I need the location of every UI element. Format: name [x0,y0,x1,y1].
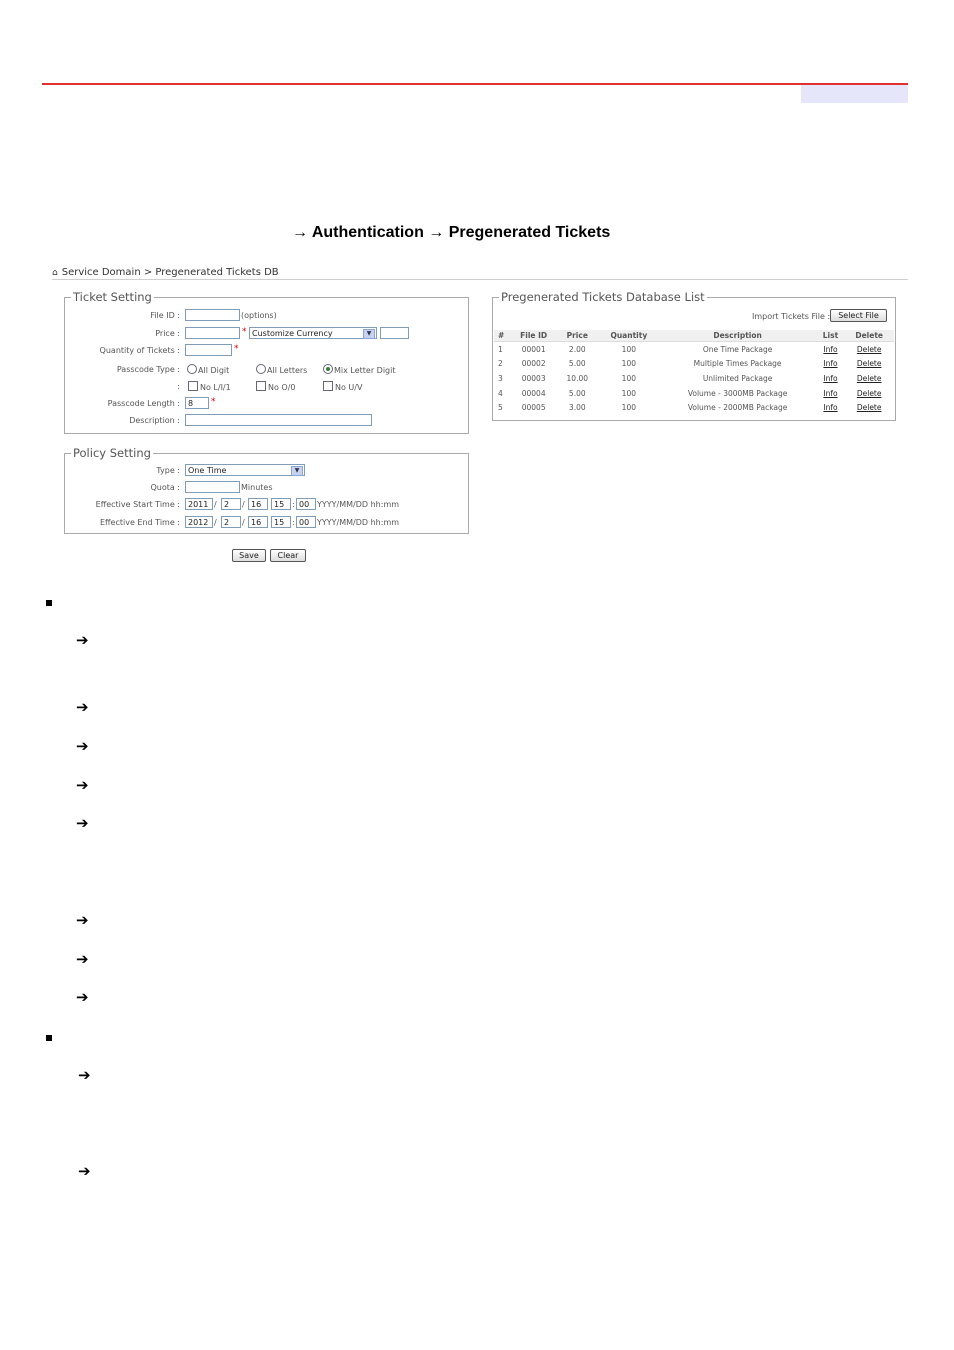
checkbox-icon [256,381,266,391]
column-header: Price [555,330,599,342]
bullet-marker [46,600,52,606]
policy-type-value: One Time [188,466,227,475]
cell-description: Multiple Times Package [693,359,782,369]
policy-setting-legend: Policy Setting [73,446,151,460]
cell-index: 3 [498,373,503,383]
cell-index: 1 [498,344,503,354]
start-month-input[interactable]: 2 [221,498,241,510]
checkbox-no-l-label: No L/I/1 [200,383,231,392]
arrow-icon: ➔ [76,776,89,794]
end-format-hint: YYYY/MM/DD hh:mm [317,518,400,527]
file-id-input[interactable] [185,309,240,321]
cell-price: 3.00 [568,403,586,413]
column-header: Quantity [599,330,659,342]
cell-price: 10.00 [566,373,589,383]
end-hour-input[interactable]: 15 [271,516,291,528]
start-slash-2: / [242,500,245,509]
quota-input[interactable] [185,481,240,493]
cell-file-id: 00004 [521,388,546,398]
column-header: Delete [844,330,894,342]
radio-icon [256,364,266,374]
arrow-icon: ➔ [76,737,89,755]
cell-description: Volume - 3000MB Package [687,388,788,398]
table-row [494,357,894,372]
arrow-icon: ➔ [76,911,89,929]
end-month-input[interactable]: 2 [221,516,241,528]
file-id-hint: (options) [241,311,277,320]
radio-all-digit[interactable] [187,364,229,375]
checkbox-no-u[interactable] [323,381,362,392]
arrow-icon: ➔ [76,698,89,716]
start-year-input[interactable]: 2011 [185,498,213,510]
breadcrumb-divider [52,279,908,280]
tickets-table [494,330,894,415]
select-file-button[interactable]: Select File [830,309,887,322]
end-slash-2: / [242,518,245,527]
column-header: File ID [512,330,556,342]
home-icon[interactable]: ⌂ [52,268,58,278]
cell-description: One Time Package [702,344,773,354]
header-rule [42,83,908,85]
page-heading: → Authentication → Pregenerated Tickets [292,224,611,241]
table-row [494,386,894,401]
cell-quantity: 100 [621,403,636,413]
table-row [494,342,894,357]
checkbox-no-o[interactable] [256,381,296,392]
start-format-hint: YYYY/MM/DD hh:mm [317,500,400,509]
quota-label: Quota : [150,483,180,492]
breadcrumb [52,267,279,278]
bullet-marker [46,1035,52,1041]
chevron-down-icon: ▼ [363,329,375,339]
delete-link[interactable]: Delete [856,373,882,383]
start-day-input[interactable]: 16 [248,498,268,510]
cell-quantity: 100 [621,388,636,398]
table-header-row [494,330,894,342]
file-id-label: File ID : [150,311,180,320]
passcode-type-label: Passcode Type : [116,365,180,374]
checkbox-icon [188,381,198,391]
radio-selected-icon [323,364,333,374]
save-button[interactable]: Save [232,549,266,562]
checkbox-icon [323,381,333,391]
cell-file-id: 00001 [521,344,546,354]
checkbox-no-u-label: No U/V [335,383,363,392]
chevron-down-icon: ▼ [291,466,303,476]
policy-type-select[interactable] [185,464,305,476]
description-input[interactable] [185,414,372,426]
cell-quantity: 100 [621,373,636,383]
header-tab-block [801,85,908,103]
quota-unit: Minutes [241,483,273,492]
breadcrumb-text[interactable]: Service Domain > Pregenerated Tickets DB [61,267,279,278]
quantity-required-mark: * [234,344,239,354]
end-colon: : [292,518,295,527]
column-header: Description [659,330,817,342]
cell-price: 5.00 [568,359,586,369]
start-time-label: Effective Start Time : [95,500,180,509]
currency-value: Customize Currency [252,329,333,338]
cell-index: 4 [498,388,503,398]
currency-custom-input[interactable] [380,327,409,339]
column-header: # [494,330,512,342]
radio-mix-label: Mix Letter Digit [334,366,396,375]
radio-all-letters[interactable] [256,364,307,375]
start-colon: : [292,500,295,509]
clear-button[interactable]: Clear [270,549,306,562]
length-required-mark: * [211,397,216,407]
ticket-setting-legend: Ticket Setting [73,290,152,304]
type-label: Type : [156,466,180,475]
arrow-icon: ➔ [78,1162,91,1180]
quantity-label: Quantity of Tickets : [99,346,180,355]
db-list-legend: Pregenerated Tickets Database List [501,290,705,304]
end-minute-input[interactable]: 00 [296,516,316,528]
radio-mix-letter-digit[interactable] [323,364,396,375]
end-day-input[interactable]: 16 [248,516,268,528]
cell-price: 2.00 [568,344,586,354]
radio-all-letters-label: All Letters [267,366,308,375]
cell-file-id: 00005 [521,403,546,413]
price-required-mark: * [242,327,247,337]
info-link[interactable]: Info [823,344,838,354]
info-link[interactable]: Info [823,359,838,369]
delete-link[interactable]: Delete [856,344,882,354]
options-colon: : [177,382,180,391]
table-row [494,400,894,415]
arrow-icon: ➔ [78,1066,91,1084]
start-slash-1: / [214,500,217,509]
column-header: List [817,330,845,342]
cell-quantity: 100 [621,344,636,354]
cell-file-id: 00002 [521,359,546,369]
cell-quantity: 100 [621,359,636,369]
end-year-input[interactable]: 2012 [185,516,213,528]
passcode-length-input[interactable]: 8 [185,397,209,409]
price-input[interactable] [185,327,240,339]
cell-index: 2 [498,359,503,369]
info-link[interactable]: Info [823,373,838,383]
cell-price: 5.00 [568,388,586,398]
cell-index: 5 [498,403,503,413]
info-link[interactable]: Info [823,388,838,398]
end-slash-1: / [214,518,217,527]
delete-link[interactable]: Delete [856,388,882,398]
radio-icon [187,364,197,374]
table-row [494,371,894,386]
price-label: Price : [155,329,180,338]
delete-link[interactable]: Delete [856,359,882,369]
info-link[interactable]: Info [823,403,838,413]
checkbox-no-l[interactable] [188,381,231,392]
start-minute-input[interactable]: 00 [296,498,316,510]
cell-description: Unlimited Package [702,373,773,383]
checkbox-no-o-label: No O/0 [268,383,296,392]
cell-description: Volume - 2000MB Package [687,403,788,413]
arrow-icon: ➔ [76,631,89,649]
arrow-icon: ➔ [76,950,89,968]
arrow-icon: ➔ [76,988,89,1006]
passcode-length-label: Passcode Length : [107,399,180,408]
description-label: Description : [129,416,180,425]
arrow-icon: ➔ [76,814,89,832]
delete-link[interactable]: Delete [856,403,882,413]
start-hour-input[interactable]: 15 [271,498,291,510]
end-time-label: Effective End Time : [99,518,180,527]
radio-all-digit-label: All Digit [198,366,230,375]
currency-select[interactable] [249,327,377,339]
import-tickets-label: Import Tickets File : [752,312,831,321]
quantity-input[interactable] [185,344,232,356]
cell-file-id: 00003 [521,373,546,383]
